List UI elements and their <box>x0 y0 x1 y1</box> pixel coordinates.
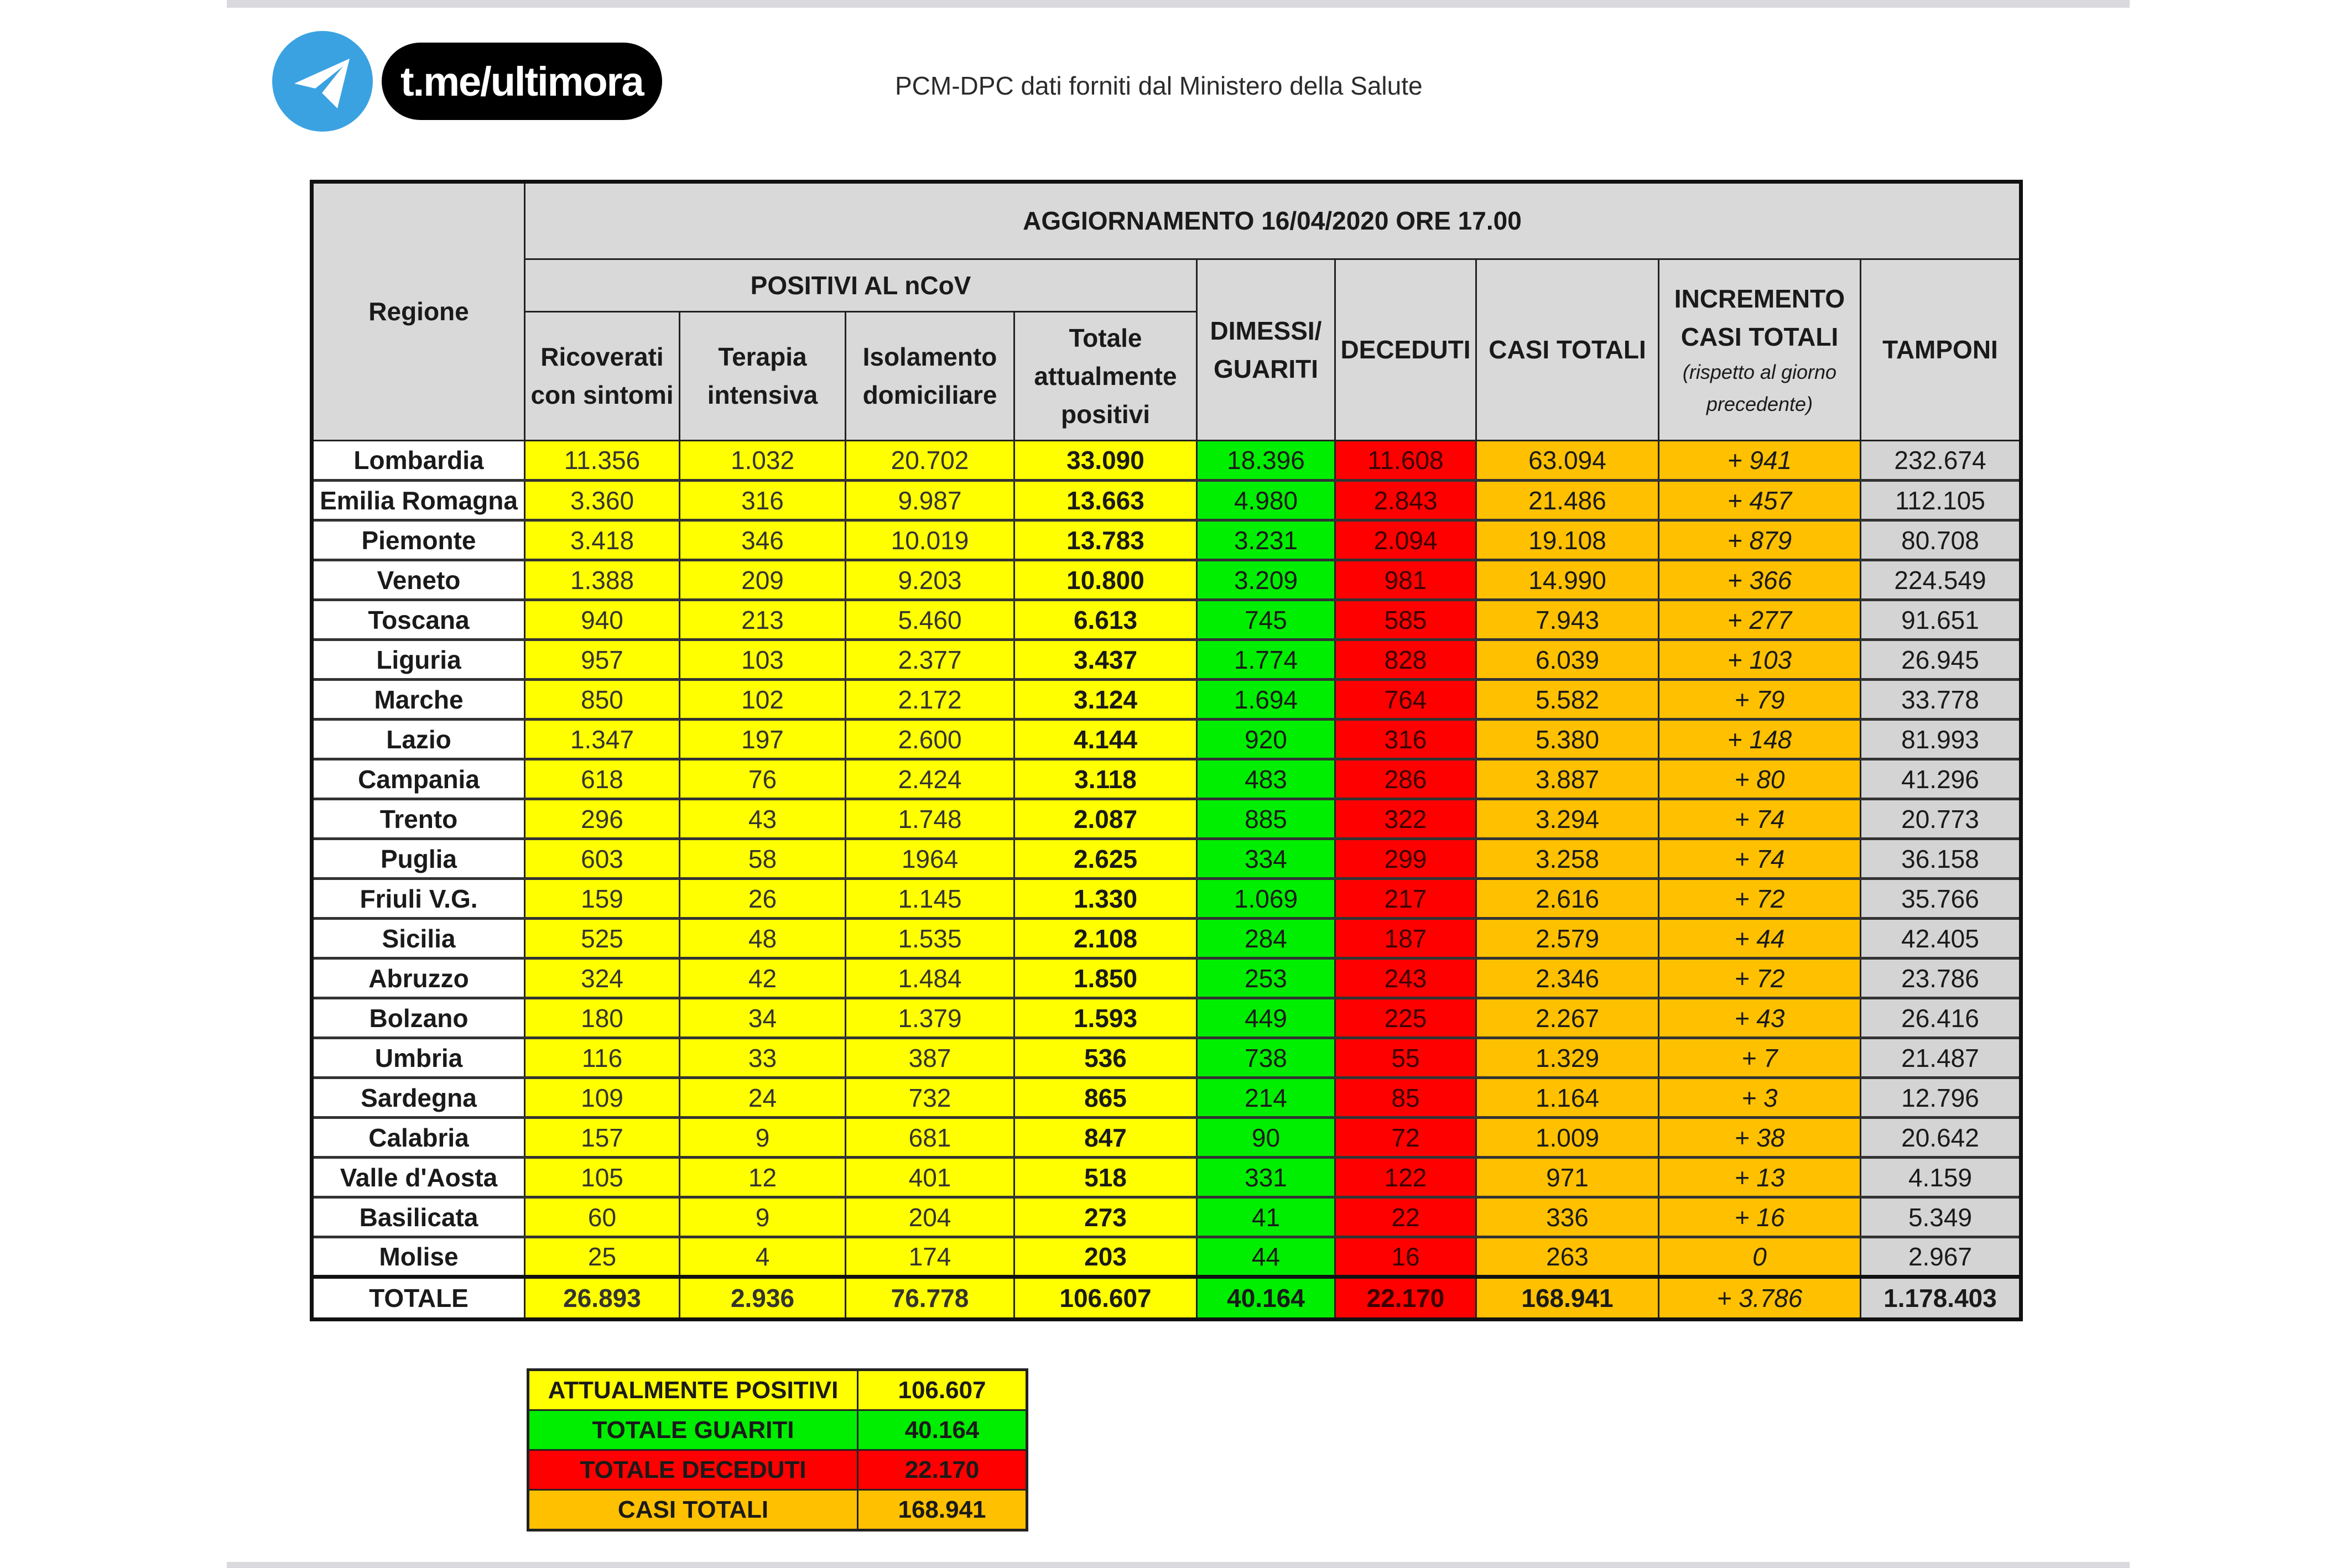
cell-incremento: + 3.786 <box>1659 1277 1861 1320</box>
cell-casi-totali: 21.486 <box>1476 481 1659 520</box>
cell-dimessi: 334 <box>1197 839 1335 879</box>
cell-isolamento: 1.379 <box>846 998 1014 1038</box>
cell-isolamento: 1.484 <box>846 958 1014 998</box>
cell-deceduti: 187 <box>1335 919 1476 958</box>
cell-incremento: + 79 <box>1659 680 1861 720</box>
cell-terapia: 197 <box>680 720 846 759</box>
cell-deceduti: 764 <box>1335 680 1476 720</box>
cell-ricoverati: 1.347 <box>525 720 680 759</box>
header-tamponi: TAMPONI <box>1861 259 2021 441</box>
cell-terapia: 26 <box>680 879 846 919</box>
cell-dimessi: 214 <box>1197 1078 1335 1118</box>
cell-tamponi: 232.674 <box>1861 441 2021 481</box>
table-row <box>312 879 2021 919</box>
cell-dimessi: 4.980 <box>1197 481 1335 520</box>
cell-dimessi: 284 <box>1197 919 1335 958</box>
cell-incremento: + 43 <box>1659 998 1861 1038</box>
total-row <box>312 1277 2021 1320</box>
cell-casi-totali: 336 <box>1476 1197 1659 1237</box>
cell-ricoverati: 940 <box>525 600 680 640</box>
summary-label: ATTUALMENTE POSITIVI <box>528 1370 858 1410</box>
region-name: Lazio <box>312 720 525 759</box>
summary-table <box>527 1368 1028 1531</box>
table-row <box>312 839 2021 879</box>
cell-deceduti: 72 <box>1335 1118 1476 1158</box>
cell-casi-totali: 263 <box>1476 1237 1659 1277</box>
cell-incremento: + 13 <box>1659 1158 1861 1197</box>
cell-incremento: + 74 <box>1659 799 1861 839</box>
cell-incremento: + 72 <box>1659 958 1861 998</box>
cell-deceduti: 85 <box>1335 1078 1476 1118</box>
cell-tamponi: 23.786 <box>1861 958 2021 998</box>
cell-ricoverati: 157 <box>525 1118 680 1158</box>
cell-tamponi: 21.487 <box>1861 1038 2021 1078</box>
cell-totale-positivi: 3.124 <box>1014 680 1197 720</box>
cell-dimessi: 253 <box>1197 958 1335 998</box>
summary-label: TOTALE DECEDUTI <box>528 1450 858 1490</box>
summary-label: CASI TOTALI <box>528 1490 858 1530</box>
cell-dimessi: 18.396 <box>1197 441 1335 481</box>
cell-deceduti: 322 <box>1335 799 1476 839</box>
cell-totale-positivi: 273 <box>1014 1197 1197 1237</box>
header-totale-positivi: Totale attualmente positivi <box>1014 312 1197 441</box>
cell-deceduti: 316 <box>1335 720 1476 759</box>
source-caption: PCM-DPC dati forniti dal Ministero della Salute <box>895 71 1423 100</box>
cell-dimessi: 44 <box>1197 1237 1335 1277</box>
cell-terapia: 33 <box>680 1038 846 1078</box>
cell-terapia: 2.936 <box>680 1277 846 1320</box>
cell-isolamento: 20.702 <box>846 441 1014 481</box>
cell-incremento: + 44 <box>1659 919 1861 958</box>
region-name: Abruzzo <box>312 958 525 998</box>
region-name: Sicilia <box>312 919 525 958</box>
cell-casi-totali: 19.108 <box>1476 520 1659 560</box>
region-name: Toscana <box>312 600 525 640</box>
cell-totale-positivi: 2.625 <box>1014 839 1197 879</box>
cell-dimessi: 41 <box>1197 1197 1335 1237</box>
update-title: AGGIORNAMENTO 16/04/2020 ORE 17.00 <box>525 182 2021 259</box>
cell-tamponi: 224.549 <box>1861 560 2021 600</box>
cell-tamponi: 112.105 <box>1861 481 2021 520</box>
cell-incremento: + 7 <box>1659 1038 1861 1078</box>
table-row <box>312 998 2021 1038</box>
cell-totale-positivi: 518 <box>1014 1158 1197 1197</box>
cell-tamponi: 20.773 <box>1861 799 2021 839</box>
cell-deceduti: 981 <box>1335 560 1476 600</box>
cell-terapia: 12 <box>680 1158 846 1197</box>
cell-casi-totali: 2.346 <box>1476 958 1659 998</box>
cell-tamponi: 26.945 <box>1861 640 2021 680</box>
cell-deceduti: 122 <box>1335 1158 1476 1197</box>
cell-tamponi: 2.967 <box>1861 1237 2021 1277</box>
cell-dimessi: 3.209 <box>1197 560 1335 600</box>
cell-dimessi: 738 <box>1197 1038 1335 1078</box>
region-name: Bolzano <box>312 998 525 1038</box>
bottom-border <box>227 1562 2130 1568</box>
cell-terapia: 316 <box>680 481 846 520</box>
cell-incremento: + 38 <box>1659 1118 1861 1158</box>
cell-incremento: + 80 <box>1659 759 1861 799</box>
cell-dimessi: 1.069 <box>1197 879 1335 919</box>
summary-value: 40.164 <box>858 1410 1027 1450</box>
cell-isolamento: 76.778 <box>846 1277 1014 1320</box>
table-row <box>312 1158 2021 1197</box>
cell-totale-positivi: 1.330 <box>1014 879 1197 919</box>
region-name: Umbria <box>312 1038 525 1078</box>
cell-ricoverati: 11.356 <box>525 441 680 481</box>
cell-ricoverati: 116 <box>525 1038 680 1078</box>
cell-ricoverati: 957 <box>525 640 680 680</box>
cell-ricoverati: 324 <box>525 958 680 998</box>
cell-totale-positivi: 536 <box>1014 1038 1197 1078</box>
top-border <box>227 0 2130 8</box>
cell-dimessi: 920 <box>1197 720 1335 759</box>
cell-isolamento: 1964 <box>846 839 1014 879</box>
cell-totale-positivi: 847 <box>1014 1118 1197 1158</box>
cell-ricoverati: 105 <box>525 1158 680 1197</box>
cell-ricoverati: 25 <box>525 1237 680 1277</box>
region-name: Emilia Romagna <box>312 481 525 520</box>
cell-terapia: 9 <box>680 1118 846 1158</box>
cell-deceduti: 22 <box>1335 1197 1476 1237</box>
cell-incremento: + 74 <box>1659 839 1861 879</box>
region-name: Sardegna <box>312 1078 525 1118</box>
cell-ricoverati: 60 <box>525 1197 680 1237</box>
region-name: Liguria <box>312 640 525 680</box>
cell-casi-totali: 7.943 <box>1476 600 1659 640</box>
summary-value: 168.941 <box>858 1490 1027 1530</box>
cell-terapia: 4 <box>680 1237 846 1277</box>
cell-casi-totali: 1.329 <box>1476 1038 1659 1078</box>
cell-terapia: 58 <box>680 839 846 879</box>
cell-casi-totali: 3.294 <box>1476 799 1659 839</box>
header-incremento-title: INCREMENTO CASI TOTALI <box>1674 284 1845 351</box>
region-name: TOTALE <box>312 1277 525 1320</box>
region-name: Basilicata <box>312 1197 525 1237</box>
summary-label: TOTALE GUARITI <box>528 1410 858 1450</box>
cell-dimessi: 483 <box>1197 759 1335 799</box>
cell-isolamento: 387 <box>846 1038 1014 1078</box>
cell-terapia: 48 <box>680 919 846 958</box>
cell-terapia: 102 <box>680 680 846 720</box>
cell-casi-totali: 2.579 <box>1476 919 1659 958</box>
cell-deceduti: 2.094 <box>1335 520 1476 560</box>
cell-tamponi: 20.642 <box>1861 1118 2021 1158</box>
cell-isolamento: 9.203 <box>846 560 1014 600</box>
cell-isolamento: 732 <box>846 1078 1014 1118</box>
cell-ricoverati: 525 <box>525 919 680 958</box>
region-name: Puglia <box>312 839 525 879</box>
cell-isolamento: 10.019 <box>846 520 1014 560</box>
header-casi-totali: CASI TOTALI <box>1476 259 1659 441</box>
cell-deceduti: 828 <box>1335 640 1476 680</box>
cell-ricoverati: 3.360 <box>525 481 680 520</box>
cell-casi-totali: 3.887 <box>1476 759 1659 799</box>
region-name: Lombardia <box>312 441 525 481</box>
cell-incremento: 0 <box>1659 1237 1861 1277</box>
cell-tamponi: 33.778 <box>1861 680 2021 720</box>
header-ricoverati: Ricoverati con sintomi <box>525 312 680 441</box>
summary-row <box>528 1450 1027 1490</box>
region-name: Veneto <box>312 560 525 600</box>
cell-deceduti: 16 <box>1335 1237 1476 1277</box>
cell-isolamento: 204 <box>846 1197 1014 1237</box>
cell-tamponi: 91.651 <box>1861 600 2021 640</box>
table-row <box>312 759 2021 799</box>
table-row <box>312 720 2021 759</box>
table-row <box>312 600 2021 640</box>
cell-dimessi: 331 <box>1197 1158 1335 1197</box>
cell-ricoverati: 159 <box>525 879 680 919</box>
region-name: Campania <box>312 759 525 799</box>
summary-row <box>528 1410 1027 1450</box>
cell-isolamento: 2.172 <box>846 680 1014 720</box>
cell-ricoverati: 1.388 <box>525 560 680 600</box>
cell-totale-positivi: 865 <box>1014 1078 1197 1118</box>
header-incremento <box>1659 259 1861 441</box>
region-name: Molise <box>312 1237 525 1277</box>
table-row <box>312 1118 2021 1158</box>
cell-ricoverati: 603 <box>525 839 680 879</box>
cell-terapia: 24 <box>680 1078 846 1118</box>
cell-dimessi: 885 <box>1197 799 1335 839</box>
cell-totale-positivi: 203 <box>1014 1237 1197 1277</box>
cell-ricoverati: 26.893 <box>525 1277 680 1320</box>
cell-deceduti: 243 <box>1335 958 1476 998</box>
cell-ricoverati: 850 <box>525 680 680 720</box>
cell-deceduti: 217 <box>1335 879 1476 919</box>
cell-incremento: + 148 <box>1659 720 1861 759</box>
cell-tamponi: 1.178.403 <box>1861 1277 2021 1320</box>
cell-casi-totali: 971 <box>1476 1158 1659 1197</box>
cell-isolamento: 401 <box>846 1158 1014 1197</box>
logo-text: t.me/ultimora <box>382 43 662 120</box>
cell-tamponi: 35.766 <box>1861 879 2021 919</box>
cell-totale-positivi: 6.613 <box>1014 600 1197 640</box>
header-positivi-group: POSITIVI AL nCoV <box>525 259 1197 312</box>
table-row <box>312 958 2021 998</box>
cell-totale-positivi: 4.144 <box>1014 720 1197 759</box>
cell-ricoverati: 109 <box>525 1078 680 1118</box>
table-row <box>312 1078 2021 1118</box>
cell-terapia: 346 <box>680 520 846 560</box>
cell-tamponi: 26.416 <box>1861 998 2021 1038</box>
table-row <box>312 560 2021 600</box>
cell-terapia: 76 <box>680 759 846 799</box>
cell-incremento: + 879 <box>1659 520 1861 560</box>
cell-casi-totali: 63.094 <box>1476 441 1659 481</box>
table-row <box>312 1237 2021 1277</box>
covid-regional-table <box>310 180 2023 1321</box>
cell-tamponi: 41.296 <box>1861 759 2021 799</box>
cell-totale-positivi: 106.607 <box>1014 1277 1197 1320</box>
cell-totale-positivi: 1.593 <box>1014 998 1197 1038</box>
cell-casi-totali: 1.009 <box>1476 1118 1659 1158</box>
cell-terapia: 9 <box>680 1197 846 1237</box>
cell-dimessi: 745 <box>1197 600 1335 640</box>
cell-dimessi: 90 <box>1197 1118 1335 1158</box>
table-row <box>312 1197 2021 1237</box>
cell-deceduti: 2.843 <box>1335 481 1476 520</box>
cell-deceduti: 299 <box>1335 839 1476 879</box>
cell-incremento: + 72 <box>1659 879 1861 919</box>
cell-terapia: 213 <box>680 600 846 640</box>
cell-dimessi: 3.231 <box>1197 520 1335 560</box>
cell-dimessi: 40.164 <box>1197 1277 1335 1320</box>
summary-value: 106.607 <box>858 1370 1027 1410</box>
cell-tamponi: 42.405 <box>1861 919 2021 958</box>
header-regione: Regione <box>312 182 525 441</box>
cell-isolamento: 681 <box>846 1118 1014 1158</box>
cell-ricoverati: 296 <box>525 799 680 839</box>
header-incremento-note: (rispetto al giorno precedente) <box>1682 360 1837 415</box>
cell-incremento: + 103 <box>1659 640 1861 680</box>
cell-isolamento: 9.987 <box>846 481 1014 520</box>
cell-casi-totali: 6.039 <box>1476 640 1659 680</box>
cell-deceduti: 225 <box>1335 998 1476 1038</box>
header-dimessi: DIMESSI/ GUARITI <box>1197 259 1335 441</box>
cell-isolamento: 2.377 <box>846 640 1014 680</box>
header-isolamento: Isolamento domiciliare <box>846 312 1014 441</box>
cell-totale-positivi: 33.090 <box>1014 441 1197 481</box>
cell-isolamento: 2.600 <box>846 720 1014 759</box>
table-row <box>312 1038 2021 1078</box>
cell-totale-positivi: 13.783 <box>1014 520 1197 560</box>
table-row <box>312 919 2021 958</box>
cell-terapia: 209 <box>680 560 846 600</box>
cell-casi-totali: 168.941 <box>1476 1277 1659 1320</box>
region-name: Trento <box>312 799 525 839</box>
cell-dimessi: 1.774 <box>1197 640 1335 680</box>
cell-incremento: + 16 <box>1659 1197 1861 1237</box>
cell-tamponi: 81.993 <box>1861 720 2021 759</box>
table-row <box>312 640 2021 680</box>
cell-tamponi: 12.796 <box>1861 1078 2021 1118</box>
table-row <box>312 680 2021 720</box>
cell-terapia: 34 <box>680 998 846 1038</box>
region-name: Valle d'Aosta <box>312 1158 525 1197</box>
table-row <box>312 799 2021 839</box>
summary-row <box>528 1490 1027 1530</box>
cell-terapia: 43 <box>680 799 846 839</box>
cell-deceduti: 585 <box>1335 600 1476 640</box>
header-terapia: Terapia intensiva <box>680 312 846 441</box>
cell-isolamento: 2.424 <box>846 759 1014 799</box>
cell-totale-positivi: 2.108 <box>1014 919 1197 958</box>
cell-tamponi: 36.158 <box>1861 839 2021 879</box>
cell-incremento: + 277 <box>1659 600 1861 640</box>
table-row <box>312 520 2021 560</box>
cell-casi-totali: 2.267 <box>1476 998 1659 1038</box>
cell-incremento: + 941 <box>1659 441 1861 481</box>
cell-isolamento: 5.460 <box>846 600 1014 640</box>
cell-isolamento: 1.748 <box>846 799 1014 839</box>
cell-deceduti: 22.170 <box>1335 1277 1476 1320</box>
cell-casi-totali: 3.258 <box>1476 839 1659 879</box>
cell-totale-positivi: 3.118 <box>1014 759 1197 799</box>
cell-casi-totali: 14.990 <box>1476 560 1659 600</box>
cell-tamponi: 80.708 <box>1861 520 2021 560</box>
cell-ricoverati: 3.418 <box>525 520 680 560</box>
cell-incremento: + 366 <box>1659 560 1861 600</box>
cell-dimessi: 449 <box>1197 998 1335 1038</box>
cell-tamponi: 5.349 <box>1861 1197 2021 1237</box>
header-deceduti: DECEDUTI <box>1335 259 1476 441</box>
cell-totale-positivi: 13.663 <box>1014 481 1197 520</box>
cell-incremento: + 3 <box>1659 1078 1861 1118</box>
table-row <box>312 481 2021 520</box>
cell-deceduti: 11.608 <box>1335 441 1476 481</box>
cell-totale-positivi: 2.087 <box>1014 799 1197 839</box>
cell-casi-totali: 2.616 <box>1476 879 1659 919</box>
cell-casi-totali: 5.380 <box>1476 720 1659 759</box>
table-row <box>312 441 2021 481</box>
summary-value: 22.170 <box>858 1450 1027 1490</box>
cell-isolamento: 1.145 <box>846 879 1014 919</box>
cell-isolamento: 174 <box>846 1237 1014 1277</box>
cell-totale-positivi: 3.437 <box>1014 640 1197 680</box>
region-name: Calabria <box>312 1118 525 1158</box>
cell-ricoverati: 618 <box>525 759 680 799</box>
cell-terapia: 103 <box>680 640 846 680</box>
cell-terapia: 1.032 <box>680 441 846 481</box>
region-name: Friuli V.G. <box>312 879 525 919</box>
cell-tamponi: 4.159 <box>1861 1158 2021 1197</box>
cell-casi-totali: 1.164 <box>1476 1078 1659 1118</box>
cell-isolamento: 1.535 <box>846 919 1014 958</box>
cell-ricoverati: 180 <box>525 998 680 1038</box>
cell-deceduti: 286 <box>1335 759 1476 799</box>
cell-deceduti: 55 <box>1335 1038 1476 1078</box>
telegram-icon <box>272 31 373 132</box>
cell-casi-totali: 5.582 <box>1476 680 1659 720</box>
cell-totale-positivi: 1.850 <box>1014 958 1197 998</box>
cell-totale-positivi: 10.800 <box>1014 560 1197 600</box>
summary-row <box>528 1370 1027 1410</box>
cell-dimessi: 1.694 <box>1197 680 1335 720</box>
cell-incremento: + 457 <box>1659 481 1861 520</box>
region-name: Marche <box>312 680 525 720</box>
telegram-logo <box>272 29 662 134</box>
cell-terapia: 42 <box>680 958 846 998</box>
region-name: Piemonte <box>312 520 525 560</box>
